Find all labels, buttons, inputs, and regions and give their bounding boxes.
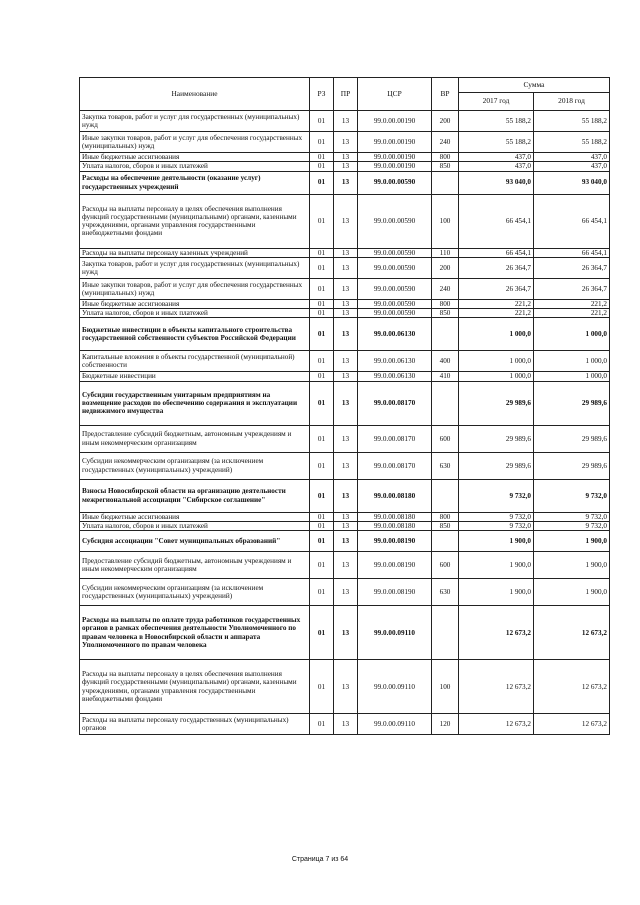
row-vr: 850 <box>432 521 459 530</box>
row-pr: 13 <box>334 660 358 714</box>
row-2017: 26 364,7 <box>459 257 534 278</box>
row-rz: 01 <box>310 111 334 132</box>
row-2018: 9 732,0 <box>534 512 610 521</box>
row-pr: 13 <box>334 194 358 248</box>
table-row <box>80 531 610 552</box>
table-row <box>80 452 610 479</box>
row-2018: 66 454,1 <box>534 194 610 248</box>
table-row <box>80 660 610 714</box>
row-pr: 13 <box>334 425 358 452</box>
row-vr: 850 <box>432 162 459 171</box>
header-sum: Сумма <box>459 78 610 93</box>
row-2017: 29 989,6 <box>459 425 534 452</box>
row-2018: 437,0 <box>534 162 610 171</box>
row-2018: 9 732,0 <box>534 521 610 530</box>
row-2018: 1 000,0 <box>534 372 610 381</box>
row-2017: 1 000,0 <box>459 351 534 372</box>
header-pr: ПР <box>334 78 358 111</box>
row-2017: 55 188,2 <box>459 132 534 153</box>
row-rz: 01 <box>310 381 334 425</box>
row-2018: 29 989,6 <box>534 381 610 425</box>
row-name: Расходы на обеспечение деятельности (оказание услуг) государственных учреждений <box>80 171 310 194</box>
row-name: Бюджетные инвестиции <box>80 372 310 381</box>
row-csr: 99.0.00.00190 <box>358 153 432 162</box>
row-2017: 437,0 <box>459 162 534 171</box>
row-csr: 99.0.00.08190 <box>358 552 432 579</box>
row-csr: 99.0.00.06130 <box>358 318 432 351</box>
table-row <box>80 381 610 425</box>
row-name: Субсидии государственным унитарным предприятиям на возмещение расходов по обеспечению содержания и эксплуатации недвижимого имущества <box>80 381 310 425</box>
header-2018: 2018 год <box>534 93 610 111</box>
row-vr <box>432 171 459 194</box>
row-vr: 800 <box>432 153 459 162</box>
row-rz: 01 <box>310 278 334 299</box>
table-row <box>80 512 610 521</box>
table-body <box>80 111 610 735</box>
table-row <box>80 318 610 351</box>
row-rz: 01 <box>310 299 334 308</box>
table-row <box>80 579 610 606</box>
row-2018: 1 000,0 <box>534 351 610 372</box>
row-2018: 12 673,2 <box>534 606 610 660</box>
row-vr: 200 <box>432 257 459 278</box>
row-pr: 13 <box>334 479 358 512</box>
row-pr: 13 <box>334 606 358 660</box>
row-2017: 55 188,2 <box>459 111 534 132</box>
row-name: Расходы на выплаты персоналу в целях обеспечения выполнения функций государственными (муниципальными) органами, казенными учреждениями, органами управления государственными внебюджетными фондами <box>80 194 310 248</box>
row-name: Расходы на выплаты по оплате труда работников государственных органов в рамках обеспечения деятельности Уполномоченного по правам человека в Новосибирской области и аппарата Уполномоченного по правам человека <box>80 606 310 660</box>
row-2018: 12 673,2 <box>534 660 610 714</box>
row-name: Иные бюджетные ассигнования <box>80 512 310 521</box>
row-2018: 1 900,0 <box>534 531 610 552</box>
row-name: Иные бюджетные ассигнования <box>80 153 310 162</box>
row-rz: 01 <box>310 425 334 452</box>
row-vr: 240 <box>432 132 459 153</box>
row-rz: 01 <box>310 660 334 714</box>
row-pr: 13 <box>334 278 358 299</box>
row-2018: 437,0 <box>534 153 610 162</box>
row-2017: 221,2 <box>459 309 534 318</box>
table-row <box>80 351 610 372</box>
row-name: Закупка товаров, работ и услуг для государственных (муниципальных) нужд <box>80 111 310 132</box>
row-2018: 221,2 <box>534 309 610 318</box>
row-pr: 13 <box>334 171 358 194</box>
row-name: Расходы на выплаты персоналу казенных учреждений <box>80 248 310 257</box>
row-rz: 01 <box>310 171 334 194</box>
row-vr: 100 <box>432 660 459 714</box>
row-csr: 99.0.00.08180 <box>358 479 432 512</box>
row-csr: 99.0.00.09110 <box>358 660 432 714</box>
row-name: Уплата налогов, сборов и иных платежей <box>80 521 310 530</box>
row-name: Расходы на выплаты персоналу в целях обеспечения выполнения функций государственными (муниципальными) органами, казенными учреждениями, органами управления государственными внебюджетными фондами <box>80 660 310 714</box>
row-pr: 13 <box>334 132 358 153</box>
row-2018: 29 989,6 <box>534 425 610 452</box>
row-vr: 800 <box>432 512 459 521</box>
row-2018: 1 000,0 <box>534 318 610 351</box>
budget-table <box>79 77 610 735</box>
row-pr: 13 <box>334 111 358 132</box>
row-2018: 93 040,0 <box>534 171 610 194</box>
row-vr <box>432 606 459 660</box>
row-vr <box>432 531 459 552</box>
row-vr: 200 <box>432 111 459 132</box>
table-row <box>80 299 610 308</box>
header-name: Наименование <box>80 78 310 111</box>
row-pr: 13 <box>334 552 358 579</box>
row-csr: 99.0.00.08190 <box>358 579 432 606</box>
table-row <box>80 372 610 381</box>
row-csr: 99.0.00.00590 <box>358 257 432 278</box>
table-row <box>80 257 610 278</box>
row-name: Иные закупки товаров, работ и услуг для обеспечения государственных (муниципальных) нужд <box>80 278 310 299</box>
row-csr: 99.0.00.06130 <box>358 372 432 381</box>
row-name: Уплата налогов, сборов и иных платежей <box>80 309 310 318</box>
row-name: Субсидии некоммерческим организациям (за исключением государственных (муниципальных) учреждений) <box>80 452 310 479</box>
row-name: Предоставление субсидий бюджетным, автономным учреждениям и иным некоммерческим организациям <box>80 425 310 452</box>
row-csr: 99.0.00.00190 <box>358 162 432 171</box>
row-vr: 400 <box>432 351 459 372</box>
row-vr: 240 <box>432 278 459 299</box>
row-pr: 13 <box>334 531 358 552</box>
row-csr: 99.0.00.09110 <box>358 714 432 735</box>
table-row <box>80 606 610 660</box>
row-csr: 99.0.00.00190 <box>358 132 432 153</box>
row-2018: 221,2 <box>534 299 610 308</box>
row-rz: 01 <box>310 132 334 153</box>
row-2017: 12 673,2 <box>459 606 534 660</box>
row-2018: 12 673,2 <box>534 714 610 735</box>
row-pr: 13 <box>334 521 358 530</box>
row-name: Субсидии некоммерческим организациям (за исключением государственных (муниципальных) учреждений) <box>80 579 310 606</box>
row-rz: 01 <box>310 257 334 278</box>
row-2017: 1 000,0 <box>459 372 534 381</box>
row-2017: 12 673,2 <box>459 714 534 735</box>
row-csr: 99.0.00.08180 <box>358 512 432 521</box>
row-name: Бюджетные инвестиции в объекты капитального строительства государственной собственности субъектов Российской Федерации <box>80 318 310 351</box>
row-2017: 1 900,0 <box>459 552 534 579</box>
row-2018: 1 900,0 <box>534 579 610 606</box>
header-rz: РЗ <box>310 78 334 111</box>
row-vr <box>432 318 459 351</box>
row-csr: 99.0.00.00590 <box>358 171 432 194</box>
row-csr: 99.0.00.00590 <box>358 278 432 299</box>
row-rz: 01 <box>310 248 334 257</box>
row-vr: 630 <box>432 452 459 479</box>
row-csr: 99.0.00.08170 <box>358 425 432 452</box>
row-name: Иные бюджетные ассигнования <box>80 299 310 308</box>
row-rz: 01 <box>310 714 334 735</box>
row-pr: 13 <box>334 153 358 162</box>
table-row <box>80 171 610 194</box>
row-rz: 01 <box>310 579 334 606</box>
table-row <box>80 194 610 248</box>
row-2018: 29 989,6 <box>534 452 610 479</box>
row-csr: 99.0.00.00590 <box>358 194 432 248</box>
row-csr: 99.0.00.08170 <box>358 452 432 479</box>
row-vr <box>432 381 459 425</box>
row-rz: 01 <box>310 552 334 579</box>
table-row <box>80 162 610 171</box>
row-pr: 13 <box>334 372 358 381</box>
table-row <box>80 111 610 132</box>
row-2017: 12 673,2 <box>459 660 534 714</box>
table-row <box>80 248 610 257</box>
header-2017: 2017 год <box>459 93 534 111</box>
table-row <box>80 521 610 530</box>
row-vr: 600 <box>432 425 459 452</box>
table-row <box>80 309 610 318</box>
row-name: Взносы Новосибирской области на организацию деятельности межрегиональной ассоциации "Сибирское соглашение" <box>80 479 310 512</box>
page-number: Страница 7 из 64 <box>291 856 349 863</box>
row-pr: 13 <box>334 162 358 171</box>
row-vr <box>432 479 459 512</box>
row-rz: 01 <box>310 153 334 162</box>
row-pr: 13 <box>334 318 358 351</box>
row-pr: 13 <box>334 257 358 278</box>
header-csr: ЦСР <box>358 78 432 111</box>
row-2017: 1 000,0 <box>459 318 534 351</box>
row-pr: 13 <box>334 714 358 735</box>
row-pr: 13 <box>334 248 358 257</box>
row-rz: 01 <box>310 452 334 479</box>
row-name: Капитальные вложения в объекты государственной (муниципальной) собственности <box>80 351 310 372</box>
row-rz: 01 <box>310 194 334 248</box>
row-2017: 9 732,0 <box>459 512 534 521</box>
row-rz: 01 <box>310 531 334 552</box>
row-2017: 9 732,0 <box>459 521 534 530</box>
table-row <box>80 552 610 579</box>
row-csr: 99.0.00.08170 <box>358 381 432 425</box>
row-2017: 1 900,0 <box>459 579 534 606</box>
row-pr: 13 <box>334 299 358 308</box>
row-pr: 13 <box>334 452 358 479</box>
row-vr: 100 <box>432 194 459 248</box>
table-row <box>80 714 610 735</box>
row-rz: 01 <box>310 606 334 660</box>
row-pr: 13 <box>334 512 358 521</box>
row-2017: 66 454,1 <box>459 248 534 257</box>
row-name: Иные закупки товаров, работ и услуг для обеспечения государственных (муниципальных) нужд <box>80 132 310 153</box>
row-csr: 99.0.00.06130 <box>358 351 432 372</box>
row-vr: 600 <box>432 552 459 579</box>
row-rz: 01 <box>310 351 334 372</box>
row-2017: 9 732,0 <box>459 479 534 512</box>
row-2017: 26 364,7 <box>459 278 534 299</box>
header-vr: ВР <box>432 78 459 111</box>
row-csr: 99.0.00.00590 <box>358 299 432 308</box>
row-csr: 99.0.00.00190 <box>358 111 432 132</box>
row-name: Субсидия ассоциации "Совет муниципальных образований" <box>80 531 310 552</box>
row-2017: 437,0 <box>459 153 534 162</box>
row-2018: 1 900,0 <box>534 552 610 579</box>
row-vr: 110 <box>432 248 459 257</box>
row-pr: 13 <box>334 351 358 372</box>
row-vr: 800 <box>432 299 459 308</box>
row-vr: 630 <box>432 579 459 606</box>
row-2017: 93 040,0 <box>459 171 534 194</box>
row-2018: 26 364,7 <box>534 278 610 299</box>
row-2018: 66 454,1 <box>534 248 610 257</box>
row-rz: 01 <box>310 318 334 351</box>
row-2017: 29 989,6 <box>459 452 534 479</box>
row-2018: 9 732,0 <box>534 479 610 512</box>
table-row <box>80 425 610 452</box>
row-pr: 13 <box>334 309 358 318</box>
row-rz: 01 <box>310 521 334 530</box>
row-2017: 221,2 <box>459 299 534 308</box>
table-row <box>80 132 610 153</box>
row-vr: 850 <box>432 309 459 318</box>
row-csr: 99.0.00.09110 <box>358 606 432 660</box>
row-rz: 01 <box>310 162 334 171</box>
row-csr: 99.0.00.00590 <box>358 309 432 318</box>
row-rz: 01 <box>310 512 334 521</box>
row-2018: 55 188,2 <box>534 111 610 132</box>
row-name: Уплата налогов, сборов и иных платежей <box>80 162 310 171</box>
table-row <box>80 278 610 299</box>
table-row <box>80 153 610 162</box>
table-row <box>80 479 610 512</box>
row-pr: 13 <box>334 579 358 606</box>
row-pr: 13 <box>334 381 358 425</box>
row-2017: 1 900,0 <box>459 531 534 552</box>
row-vr: 410 <box>432 372 459 381</box>
row-name: Расходы на выплаты персоналу государственных (муниципальных) органов <box>80 714 310 735</box>
row-rz: 01 <box>310 309 334 318</box>
row-2017: 66 454,1 <box>459 194 534 248</box>
row-csr: 99.0.00.00590 <box>358 248 432 257</box>
row-2018: 55 188,2 <box>534 132 610 153</box>
row-2017: 29 989,6 <box>459 381 534 425</box>
row-rz: 01 <box>310 372 334 381</box>
row-csr: 99.0.00.08190 <box>358 531 432 552</box>
row-name: Закупка товаров, работ и услуг для государственных (муниципальных) нужд <box>80 257 310 278</box>
row-rz: 01 <box>310 479 334 512</box>
row-name: Предоставление субсидий бюджетным, автономным учреждениям и иным некоммерческим организациям <box>80 552 310 579</box>
row-vr: 120 <box>432 714 459 735</box>
table-header <box>80 78 610 111</box>
row-csr: 99.0.00.08180 <box>358 521 432 530</box>
row-2018: 26 364,7 <box>534 257 610 278</box>
